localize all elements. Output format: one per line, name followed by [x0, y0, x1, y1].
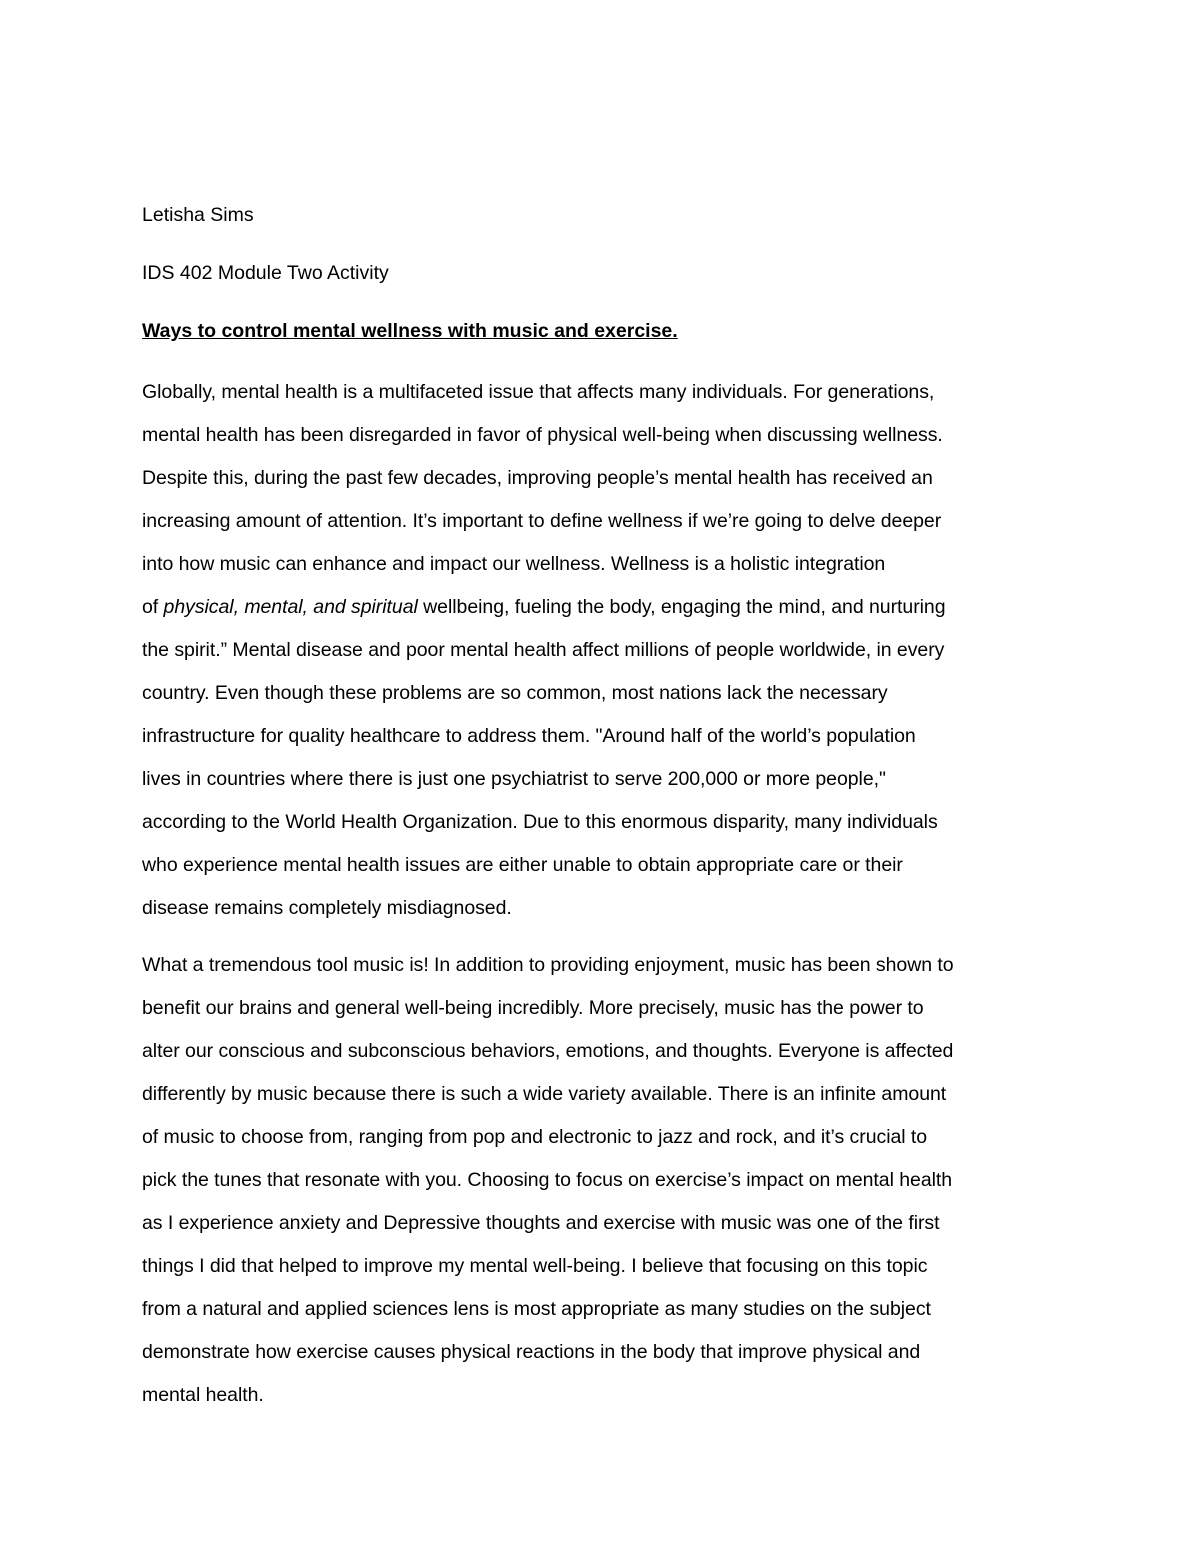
essay-title: Ways to control mental wellness with music and exercise. [142, 320, 678, 342]
paragraph-line: mental health has been disregarded in favor of physical well-being when discussing wellness. [142, 424, 943, 446]
paragraph-line: country. Even though these problems are so common, most nations lack the necessary [142, 682, 888, 704]
paragraph-line: increasing amount of attention. It’s important to define wellness if we’re going to delve deeper [142, 510, 942, 532]
paragraph-line: What a tremendous tool music is! In addition to providing enjoyment, music has been shown to [142, 954, 954, 976]
course-title: IDS 402 Module Two Activity [142, 262, 389, 284]
paragraph-line: infrastructure for quality healthcare to address them. "Around half of the world’s population [142, 725, 916, 747]
paragraph-2 [142, 944, 1062, 1417]
line-prefix: of [142, 596, 164, 618]
paragraph-line: mental health. [142, 1384, 264, 1406]
paragraph-line: from a natural and applied sciences lens is most appropriate as many studies on the subject [142, 1298, 931, 1320]
paragraph-line: of music to choose from, ranging from pop and electronic to jazz and rock, and it’s crucial to [142, 1126, 928, 1148]
paragraph-line: who experience mental health issues are either unable to obtain appropriate care or their [142, 854, 903, 876]
paragraph-line: the spirit.” Mental disease and poor mental health affect millions of people worldwide, in every [142, 639, 945, 661]
paragraph-line-with-italic [142, 586, 1062, 629]
paragraph-line: lives in countries where there is just one psychiatrist to serve 200,000 or more people," [142, 768, 886, 790]
paragraph-1 [142, 371, 1062, 930]
paragraph-line: pick the tunes that resonate with you. Choosing to focus on exercise’s impact on mental health [142, 1169, 953, 1191]
author-name: Letisha Sims [142, 204, 254, 226]
paragraph-line: benefit our brains and general well-being incredibly. More precisely, music has the power to [142, 997, 924, 1019]
paragraph-line: Despite this, during the past few decades, improving people’s mental health has received an [142, 467, 933, 489]
paragraph-line: demonstrate how exercise causes physical reactions in the body that improve physical and [142, 1341, 921, 1363]
paragraph-line: according to the World Health Organization. Due to this enormous disparity, many individuals [142, 811, 938, 833]
line-suffix: wellbeing, fueling the body, engaging the mind, and nurturing [417, 596, 946, 618]
paragraph-line: differently by music because there is such a wide variety available. There is an infinite amount [142, 1083, 947, 1105]
paragraph-line: Globally, mental health is a multifaceted issue that affects many individuals. For generations, [142, 381, 935, 403]
paragraph-line: things I did that helped to improve my mental well-being. I believe that focusing on this topic [142, 1255, 928, 1277]
paragraph-line: alter our conscious and subconscious behaviors, emotions, and thoughts. Everyone is affected [142, 1040, 954, 1062]
paragraph-line: into how music can enhance and impact our wellness. Wellness is a holistic integration [142, 553, 886, 575]
italic-phrase: physical, mental, and spiritual [163, 596, 418, 618]
document-body [142, 200, 1062, 1417]
paragraph-line: as I experience anxiety and Depressive thoughts and exercise with music was one of the first [142, 1212, 940, 1234]
paragraph-line: disease remains completely misdiagnosed. [142, 897, 512, 919]
